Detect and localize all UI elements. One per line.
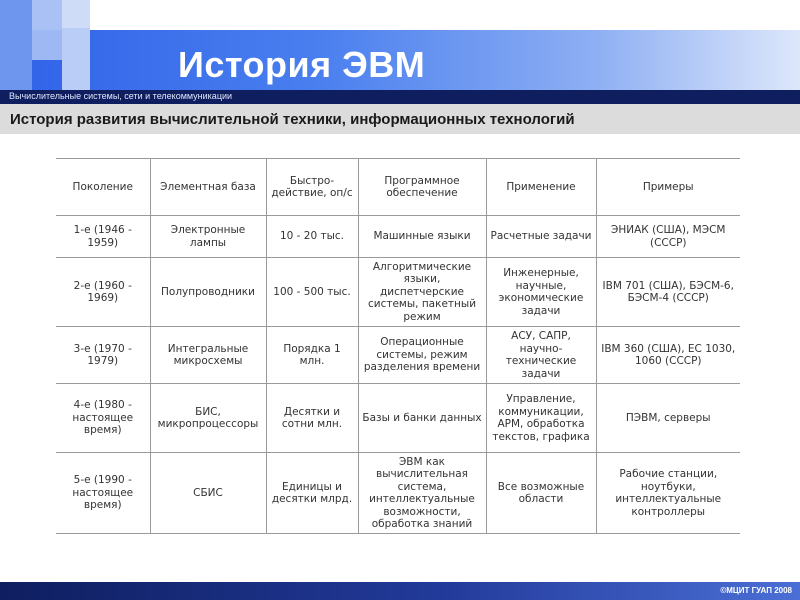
cell-examples: IBM 360 (США), ЕС 1030, 1060 (СССР) — [596, 327, 740, 384]
slide-title: История ЭВМ — [178, 44, 426, 85]
history-table — [56, 158, 740, 534]
decor-square — [0, 0, 32, 90]
cell-examples: ПЭВМ, серверы — [596, 384, 740, 453]
cell-element-base: БИС, микропроцессоры — [150, 384, 266, 453]
cell-software: Операционные системы, режим разделения времени — [358, 327, 486, 384]
header-generation: Поколение — [56, 159, 150, 216]
header-software: Программное обеспечение — [358, 159, 486, 216]
cell-software: ЭВМ как вычислительная система, интеллектуальные возможности, обработка знаний — [358, 453, 486, 534]
history-table-container — [56, 158, 740, 534]
cell-examples: Рабочие станции, ноутбуки, интеллектуальные контроллеры — [596, 453, 740, 534]
decor-square — [62, 0, 90, 28]
footer-bar — [0, 582, 800, 600]
header-element-base: Элементная база — [150, 159, 266, 216]
cell-generation: 2-е (1960 - 1969) — [56, 258, 150, 327]
decor-square — [32, 0, 62, 30]
slide-heading: История развития вычислительной техники, информационных технологий — [10, 111, 575, 128]
cell-speed: 100 - 500 тыс. — [266, 258, 358, 327]
cell-application: Управление, коммуникации, АРМ, обработка текстов, графика — [486, 384, 596, 453]
table-header-row — [56, 159, 740, 216]
cell-speed: 10 - 20 тыс. — [266, 216, 358, 258]
cell-element-base: Электронные лампы — [150, 216, 266, 258]
cell-application: АСУ, САПР, научно-технические задачи — [486, 327, 596, 384]
cell-generation: 4-е (1980 - настоящее время) — [56, 384, 150, 453]
header-application: Применение — [486, 159, 596, 216]
table-row — [56, 327, 740, 384]
header-speed: Быстро-действие, оп/с — [266, 159, 358, 216]
cell-software: Базы и банки данных — [358, 384, 486, 453]
cell-application: Все возможные области — [486, 453, 596, 534]
decor-square — [32, 30, 62, 60]
table-row — [56, 384, 740, 453]
cell-software: Алгоритмические языки, диспетчерские системы, пакетный режим — [358, 258, 486, 327]
table-row — [56, 216, 740, 258]
decor-square — [62, 28, 90, 90]
cell-generation: 5-е (1990 - настоящее время) — [56, 453, 150, 534]
cell-examples: ЭНИАК (США), МЭСМ (СССР) — [596, 216, 740, 258]
cell-element-base: СБИС — [150, 453, 266, 534]
cell-element-base: Полупроводники — [150, 258, 266, 327]
cell-application: Расчетные задачи — [486, 216, 596, 258]
table-row — [56, 258, 740, 327]
slide-subtitle: Вычислительные системы, сети и телекоммуникации — [9, 91, 233, 101]
cell-application: Инженерные, научные, экономические задачи — [486, 258, 596, 327]
header-examples: Примеры — [596, 159, 740, 216]
cell-generation: 3-е (1970 - 1979) — [56, 327, 150, 384]
cell-examples: IBM 701 (США), БЭСМ-6, БЭСМ-4 (СССР) — [596, 258, 740, 327]
cell-element-base: Интегральные микросхемы — [150, 327, 266, 384]
cell-speed: Единицы и десятки млрд. — [266, 453, 358, 534]
cell-generation: 1-е (1946 - 1959) — [56, 216, 150, 258]
table-row — [56, 453, 740, 534]
cell-software: Машинные языки — [358, 216, 486, 258]
cell-speed: Порядка 1 млн. — [266, 327, 358, 384]
footer-copyright: ©МЦИТ ГУАП 2008 — [720, 586, 792, 595]
cell-speed: Десятки и сотни млн. — [266, 384, 358, 453]
